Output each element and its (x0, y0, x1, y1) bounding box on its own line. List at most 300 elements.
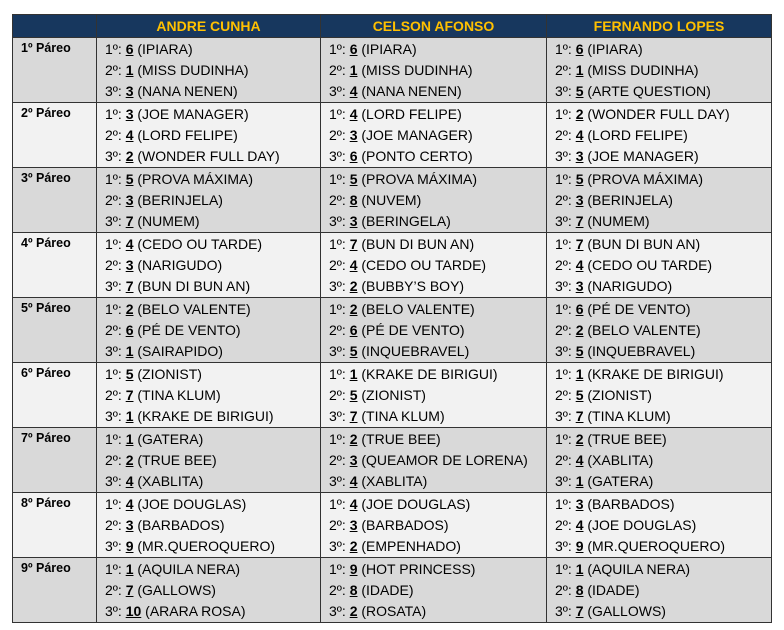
pick-position: 1º: (555, 171, 572, 187)
pick-line (547, 320, 771, 341)
horse-name: (BUN DI BUN AN) (587, 236, 701, 252)
pick-cell (547, 168, 772, 233)
pick-line (97, 125, 320, 146)
horse-name: (BERINJELA) (587, 192, 673, 208)
pick-cell (547, 493, 772, 558)
pick-cell (547, 298, 772, 363)
pick-position: 3º: (329, 603, 346, 619)
horse-name: (NANA NENEN) (137, 83, 238, 99)
pick-line (321, 104, 546, 125)
horse-number: 9 (575, 538, 584, 554)
horse-number: 2 (349, 538, 358, 554)
horse-number: 5 (575, 387, 584, 403)
race-label: 3º Páreo (13, 168, 97, 233)
pick-line (547, 39, 771, 60)
horse-number: 5 (125, 366, 134, 382)
horse-name: (BUBBY’S BOY) (361, 278, 465, 294)
pick-cell (321, 168, 547, 233)
pick-cell (321, 38, 547, 103)
pick-line (97, 559, 320, 580)
pick-position: 1º: (555, 301, 572, 317)
horse-name: (MISS DUDINHA) (137, 62, 249, 78)
picks-table (12, 14, 772, 623)
horse-number: 6 (575, 41, 584, 57)
horse-number: 6 (125, 322, 134, 338)
horse-name: (TRUE BEE) (587, 431, 667, 447)
pick-line (547, 60, 771, 81)
horse-number: 1 (349, 366, 358, 382)
horse-number: 3 (349, 213, 358, 229)
pick-position: 1º: (329, 496, 346, 512)
horse-number: 8 (349, 582, 358, 598)
horse-name: (JOE DOUGLAS) (587, 517, 697, 533)
horse-name: (TRUE BEE) (137, 452, 217, 468)
pick-line (547, 429, 771, 450)
horse-name: (NANA NENEN) (361, 83, 462, 99)
horse-name: (CEDO OU TARDE) (587, 257, 713, 273)
horse-name: (JOE DOUGLAS) (361, 496, 471, 512)
horse-number: 1 (575, 473, 584, 489)
horse-name: (ARARA ROSA) (145, 603, 246, 619)
pick-position: 1º: (105, 496, 122, 512)
horse-number: 7 (125, 387, 134, 403)
pick-position: 2º: (329, 322, 346, 338)
pick-line (321, 320, 546, 341)
horse-name: (PÉ DE VENTO) (137, 322, 241, 338)
horse-name: (ZIONIST) (587, 387, 652, 403)
pick-line (97, 471, 320, 492)
pick-line (321, 536, 546, 557)
pick-cell (97, 168, 321, 233)
pick-line (547, 364, 771, 385)
horse-name: (CEDO OU TARDE) (361, 257, 487, 273)
pick-position: 2º: (105, 62, 122, 78)
pick-cell (321, 493, 547, 558)
horse-number: 10 (125, 603, 142, 619)
pick-position: 3º: (105, 343, 122, 359)
horse-number: 1 (125, 343, 134, 359)
pick-line (97, 320, 320, 341)
pick-line (97, 60, 320, 81)
horse-name: (GALLOWS) (587, 603, 666, 619)
race-row (13, 428, 772, 493)
pick-position: 3º: (105, 538, 122, 554)
horse-name: (IDADE) (361, 582, 414, 598)
horse-number: 4 (125, 127, 134, 143)
pick-line (321, 515, 546, 536)
horse-name: (MR.QUEROQUERO) (587, 538, 726, 554)
pick-cell (547, 558, 772, 623)
pick-position: 3º: (555, 213, 572, 229)
horse-name: (NARIGUDO) (137, 257, 223, 273)
pick-cell (97, 103, 321, 168)
pick-line (547, 211, 771, 232)
horse-number: 5 (575, 171, 584, 187)
pick-line (321, 211, 546, 232)
pick-cell (97, 493, 321, 558)
header-row (13, 15, 772, 38)
pick-position: 1º: (329, 236, 346, 252)
horse-name: (LORD FELIPE) (137, 127, 238, 143)
pick-line (97, 39, 320, 60)
pick-line (547, 190, 771, 211)
horse-number: 7 (575, 603, 584, 619)
pick-position: 2º: (555, 322, 572, 338)
horse-number: 4 (349, 83, 358, 99)
pick-line (321, 494, 546, 515)
horse-number: 7 (349, 236, 358, 252)
race-row (13, 103, 772, 168)
horse-name: (JOE MANAGER) (137, 106, 249, 122)
horse-number: 3 (575, 496, 584, 512)
pick-line (97, 536, 320, 557)
pick-line (97, 494, 320, 515)
pick-position: 2º: (329, 582, 346, 598)
pick-position: 2º: (105, 582, 122, 598)
horse-name: (GATERA) (587, 473, 654, 489)
expert-header: CELSON AFONSO (321, 15, 547, 38)
pick-cell (321, 298, 547, 363)
pick-line (321, 125, 546, 146)
pick-line (547, 104, 771, 125)
horse-name: (INQUEBRAVEL) (587, 343, 696, 359)
horse-name: (SAIRAPIDO) (137, 343, 223, 359)
pick-line (97, 601, 320, 622)
horse-name: (MISS DUDINHA) (587, 62, 699, 78)
pick-position: 1º: (329, 41, 346, 57)
pick-position: 2º: (105, 517, 122, 533)
horse-name: (CEDO OU TARDE) (137, 236, 263, 252)
pick-cell (547, 38, 772, 103)
horse-name: (BUN DI BUN AN) (361, 236, 475, 252)
horse-number: 5 (349, 171, 358, 187)
pick-position: 3º: (555, 148, 572, 164)
horse-number: 1 (575, 62, 584, 78)
horse-name: (ARTE QUESTION) (587, 83, 711, 99)
pick-line (547, 169, 771, 190)
horse-number: 3 (575, 278, 584, 294)
horse-number: 2 (125, 301, 134, 317)
pick-position: 2º: (329, 62, 346, 78)
pick-line (97, 234, 320, 255)
pick-line (321, 276, 546, 297)
pick-position: 2º: (105, 127, 122, 143)
pick-position: 2º: (329, 127, 346, 143)
pick-line (547, 255, 771, 276)
pick-position: 3º: (105, 603, 122, 619)
pick-position: 3º: (555, 603, 572, 619)
pick-position: 1º: (329, 431, 346, 447)
pick-position: 3º: (105, 148, 122, 164)
pick-line (547, 146, 771, 167)
pick-position: 1º: (555, 106, 572, 122)
pick-line (321, 146, 546, 167)
race-label: 9º Páreo (13, 558, 97, 623)
horse-name: (NARIGUDO) (587, 278, 673, 294)
horse-number: 4 (349, 106, 358, 122)
pick-cell (97, 298, 321, 363)
pick-position: 1º: (329, 561, 346, 577)
race-row (13, 363, 772, 428)
pick-line (97, 169, 320, 190)
pick-position: 1º: (555, 431, 572, 447)
pick-position: 2º: (105, 257, 122, 273)
pick-cell (321, 233, 547, 298)
horse-number: 2 (125, 452, 134, 468)
horse-number: 7 (125, 213, 134, 229)
pick-position: 2º: (105, 387, 122, 403)
horse-name: (AQUILA NERA) (137, 561, 241, 577)
pick-line (547, 125, 771, 146)
pick-position: 2º: (555, 127, 572, 143)
horse-number: 6 (349, 148, 358, 164)
horse-number: 5 (575, 343, 584, 359)
horse-name: (BELO VALENTE) (361, 301, 475, 317)
horse-name: (BELO VALENTE) (587, 322, 701, 338)
pick-line (97, 341, 320, 362)
pick-position: 2º: (329, 517, 346, 533)
pick-line (97, 211, 320, 232)
horse-number: 1 (125, 62, 134, 78)
pick-position: 3º: (555, 538, 572, 554)
pick-position: 2º: (555, 582, 572, 598)
expert-header: FERNANDO LOPES (547, 15, 772, 38)
race-row (13, 233, 772, 298)
horse-name: (PÉ DE VENTO) (361, 322, 465, 338)
pick-line (547, 559, 771, 580)
horse-number: 3 (349, 452, 358, 468)
horse-name: (WONDER FULL DAY) (137, 148, 280, 164)
horse-name: (BARBADOS) (137, 517, 225, 533)
pick-line (97, 385, 320, 406)
pick-position: 1º: (105, 366, 122, 382)
horse-name: (TRUE BEE) (361, 431, 441, 447)
horse-name: (GATERA) (137, 431, 204, 447)
horse-name: (KRAKE DE BIRIGUI) (587, 366, 724, 382)
race-row (13, 493, 772, 558)
horse-name: (GALLOWS) (137, 582, 216, 598)
horse-number: 6 (349, 41, 358, 57)
pick-cell (547, 428, 772, 493)
horse-number: 1 (575, 561, 584, 577)
pick-line (321, 234, 546, 255)
horse-number: 3 (125, 192, 134, 208)
pick-line (321, 364, 546, 385)
race-label: 2º Páreo (13, 103, 97, 168)
pick-position: 3º: (105, 408, 122, 424)
pick-position: 3º: (329, 213, 346, 229)
race-label: 1º Páreo (13, 38, 97, 103)
pick-line (97, 146, 320, 167)
race-label: 4º Páreo (13, 233, 97, 298)
pick-position: 2º: (105, 452, 122, 468)
pick-position: 3º: (105, 278, 122, 294)
horse-number: 1 (125, 408, 134, 424)
pick-cell (321, 363, 547, 428)
horse-name: (ZIONIST) (361, 387, 426, 403)
horse-name: (KRAKE DE BIRIGUI) (137, 408, 274, 424)
pick-cell (97, 428, 321, 493)
pick-position: 3º: (555, 473, 572, 489)
horse-number: 4 (125, 236, 134, 252)
pick-cell (97, 363, 321, 428)
pick-position: 1º: (105, 41, 122, 57)
horse-number: 8 (575, 582, 584, 598)
horse-name: (PÉ DE VENTO) (587, 301, 691, 317)
pick-position: 1º: (555, 496, 572, 512)
horse-name: (ROSATA) (361, 603, 427, 619)
corner-cell (13, 15, 97, 38)
pick-position: 3º: (329, 343, 346, 359)
horse-number: 3 (575, 148, 584, 164)
pick-line (321, 385, 546, 406)
pick-line (97, 450, 320, 471)
horse-number: 6 (349, 322, 358, 338)
horse-name: (JOE MANAGER) (587, 148, 699, 164)
race-label: 6º Páreo (13, 363, 97, 428)
horse-number: 3 (349, 517, 358, 533)
horse-number: 9 (125, 538, 134, 554)
pick-line (547, 234, 771, 255)
pick-position: 2º: (555, 62, 572, 78)
horse-number: 1 (575, 366, 584, 382)
pick-line (547, 385, 771, 406)
horse-number: 5 (575, 83, 584, 99)
pick-position: 3º: (555, 343, 572, 359)
pick-position: 3º: (105, 213, 122, 229)
horse-name: (HOT PRINCESS) (361, 561, 476, 577)
horse-name: (XABLITA) (587, 452, 654, 468)
race-label: 7º Páreo (13, 428, 97, 493)
horse-name: (PROVA MÁXIMA) (361, 171, 478, 187)
horse-name: (IDADE) (587, 582, 640, 598)
pick-position: 2º: (555, 257, 572, 273)
pick-cell (547, 233, 772, 298)
horse-name: (EMPENHADO) (361, 538, 461, 554)
pick-position: 1º: (105, 171, 122, 187)
pick-line (97, 406, 320, 427)
horse-name: (XABLITA) (137, 473, 204, 489)
pick-line (547, 341, 771, 362)
pick-cell (547, 103, 772, 168)
horse-name: (IPIARA) (587, 41, 643, 57)
pick-line (547, 536, 771, 557)
horse-number: 3 (125, 83, 134, 99)
horse-number: 6 (125, 41, 134, 57)
pick-position: 1º: (555, 41, 572, 57)
pick-line (97, 580, 320, 601)
horse-name: (IPIARA) (137, 41, 193, 57)
horse-number: 5 (125, 171, 134, 187)
horse-name: (PROVA MÁXIMA) (587, 171, 704, 187)
pick-line (547, 580, 771, 601)
horse-name: (NUMEM) (137, 213, 200, 229)
horse-number: 7 (125, 278, 134, 294)
horse-number: 3 (575, 192, 584, 208)
pick-line (321, 450, 546, 471)
horse-number: 4 (575, 257, 584, 273)
horse-name: (ZIONIST) (137, 366, 202, 382)
horse-name: (BERINJELA) (137, 192, 223, 208)
pick-line (321, 471, 546, 492)
horse-number: 4 (125, 496, 134, 512)
pick-line (321, 255, 546, 276)
horse-name: (QUEAMOR DE LORENA) (361, 452, 528, 468)
pick-position: 1º: (329, 366, 346, 382)
horse-number: 3 (125, 257, 134, 273)
pick-line (97, 429, 320, 450)
horse-name: (NUMEM) (587, 213, 650, 229)
pick-line (97, 276, 320, 297)
horse-number: 7 (575, 236, 584, 252)
pick-line (321, 601, 546, 622)
pick-position: 3º: (105, 83, 122, 99)
pick-position: 1º: (105, 106, 122, 122)
pick-position: 3º: (555, 278, 572, 294)
horse-name: (INQUEBRAVEL) (361, 343, 470, 359)
horse-name: (BUN DI BUN AN) (137, 278, 251, 294)
pick-line (97, 255, 320, 276)
pick-position: 2º: (555, 452, 572, 468)
horse-name: (AQUILA NERA) (587, 561, 691, 577)
pick-line (547, 494, 771, 515)
pick-position: 1º: (555, 366, 572, 382)
pick-position: 2º: (329, 257, 346, 273)
pick-position: 1º: (329, 106, 346, 122)
pick-line (547, 515, 771, 536)
horse-name: (BARBADOS) (587, 496, 675, 512)
pick-line (321, 39, 546, 60)
pick-position: 1º: (105, 561, 122, 577)
horse-number: 2 (575, 106, 584, 122)
pick-line (321, 169, 546, 190)
pick-line (547, 406, 771, 427)
horse-name: (LORD FELIPE) (587, 127, 688, 143)
pick-position: 1º: (555, 561, 572, 577)
pick-position: 1º: (555, 236, 572, 252)
race-row (13, 298, 772, 363)
pick-cell (97, 558, 321, 623)
horse-number: 4 (125, 473, 134, 489)
horse-name: (XABLITA) (361, 473, 428, 489)
pick-position: 2º: (329, 192, 346, 208)
pick-line (547, 601, 771, 622)
horse-number: 7 (575, 408, 584, 424)
horse-name: (JOE MANAGER) (361, 127, 473, 143)
pick-position: 1º: (105, 301, 122, 317)
pick-line (547, 471, 771, 492)
horse-name: (TINA KLUM) (361, 408, 445, 424)
horse-name: (TINA KLUM) (587, 408, 671, 424)
pick-position: 3º: (329, 538, 346, 554)
horse-number: 4 (575, 452, 584, 468)
horse-name: (WONDER FULL DAY) (587, 106, 730, 122)
horse-number: 3 (125, 106, 134, 122)
pick-cell (321, 103, 547, 168)
pick-line (321, 429, 546, 450)
pick-position: 2º: (105, 322, 122, 338)
horse-name: (TINA KLUM) (137, 387, 221, 403)
horse-number: 3 (125, 517, 134, 533)
pick-line (321, 559, 546, 580)
horse-number: 4 (349, 496, 358, 512)
horse-name: (PROVA MÁXIMA) (137, 171, 254, 187)
horse-name: (BELO VALENTE) (137, 301, 251, 317)
pick-line (321, 580, 546, 601)
pick-position: 2º: (555, 517, 572, 533)
pick-line (97, 81, 320, 102)
horse-number: 2 (575, 322, 584, 338)
